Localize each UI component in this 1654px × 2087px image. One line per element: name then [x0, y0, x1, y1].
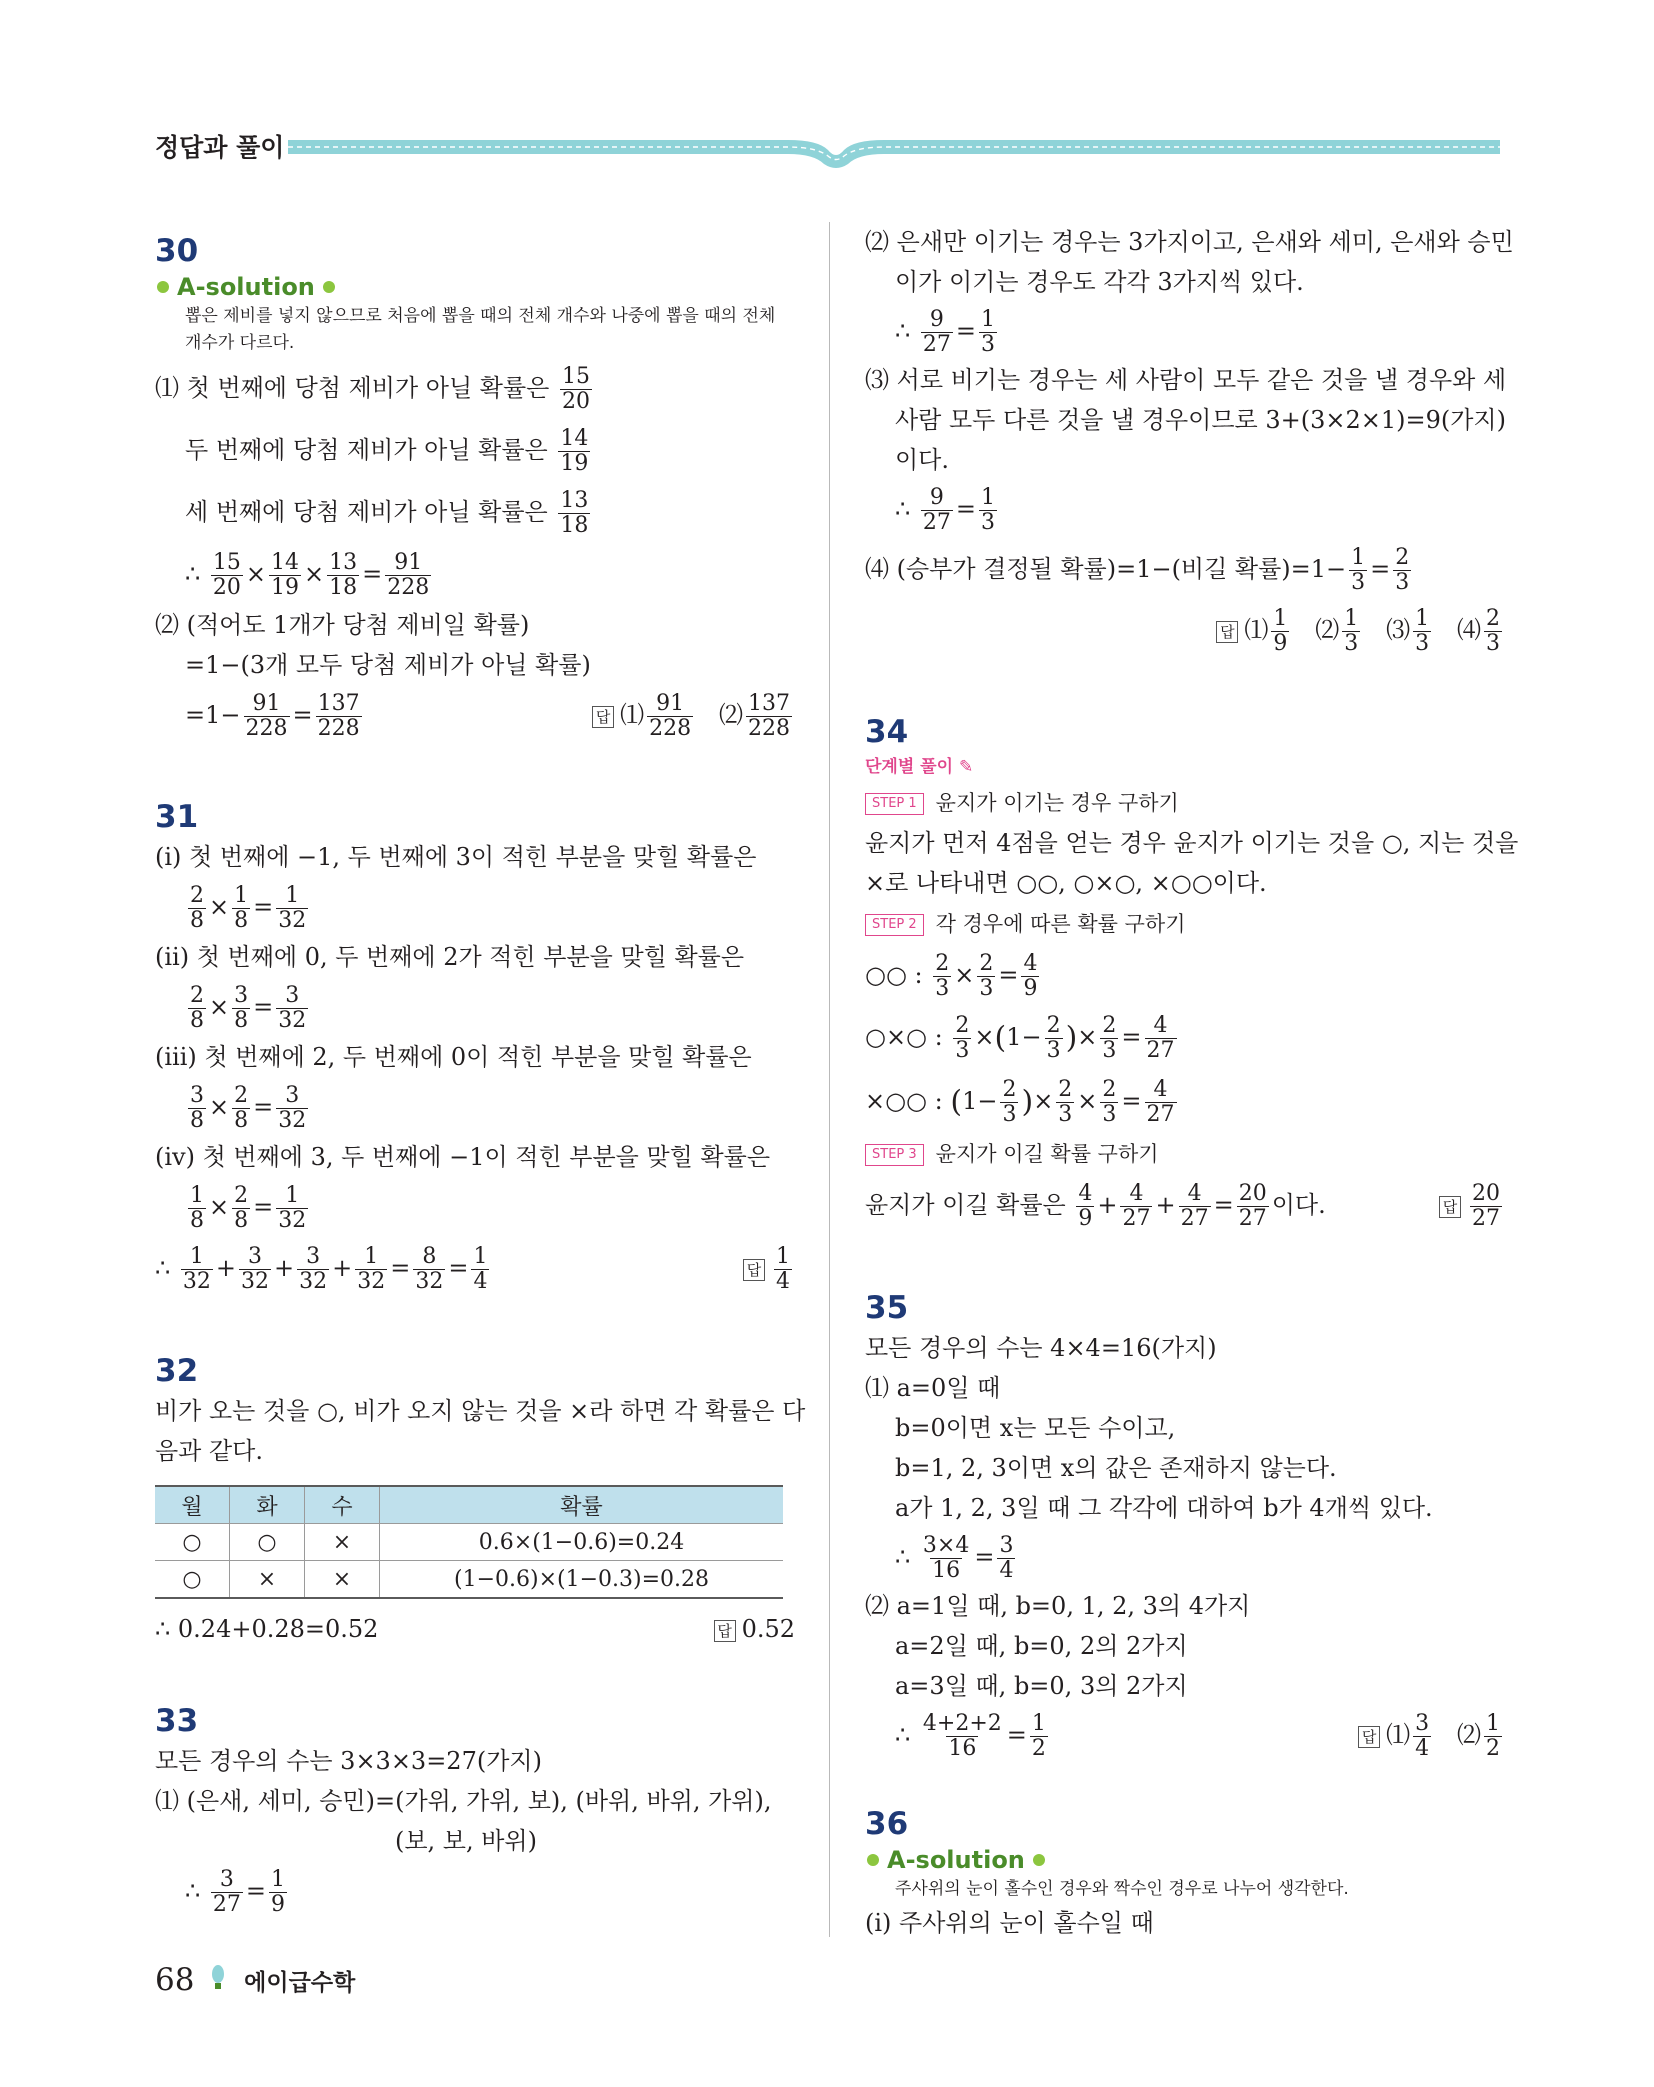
page-number: 68 [155, 1962, 195, 1998]
q35-line-8: a=2일 때, b=0, 2의 2가지 [895, 1632, 1188, 1660]
q33-calc-1: ∴ $\frac{3}{27}$ = $\frac{1}{9}$ [185, 1867, 286, 1917]
table-cell: ○ [230, 1524, 305, 1561]
answer-mark-icon: 답 [714, 1620, 736, 1642]
step-3-header: STEP 3 윤지가 이길 확률 구하기 [865, 1133, 1505, 1174]
q34-case-3: ×○○ : (1− $\frac{2}{3}$ )× $\frac{2}{3}$ × $\frac{2}{3}$ = $\frac{4}{27}$ [865, 1076, 1175, 1127]
q33-calc-2: ∴ $\frac{9}{27}$ = $\frac{1}{3}$ [895, 307, 996, 357]
q33-line-2: ⑴ (은새, 세미, 승민)=(가위, 가위, 보), (바위, 바위, 가위), [155, 1787, 772, 1815]
table-cell: × [305, 1561, 380, 1599]
q35-line-2: ⑴ a=0일 때 [865, 1374, 1001, 1402]
q35-line-5: a가 1, 2, 3일 때 그 각각에 대하여 b가 4개씩 있다. [895, 1494, 1433, 1522]
question-number-36: 36 [865, 1806, 909, 1842]
q35-line-7: ⑵ a=1일 때, b=0, 1, 2, 3의 4가지 [865, 1592, 1251, 1620]
q31-case-i: (ⅰ) 첫 번째에 −1, 두 번째에 3이 적힌 부분을 맞힐 확률은 [155, 843, 757, 871]
question-number-31: 31 [155, 799, 199, 835]
answer-mark-icon: 답 [1358, 1726, 1380, 1748]
q35-answer: 답 ⑴ $\frac{3}{4}$ ⑵ $\frac{1}{2}$ [1358, 1706, 1505, 1764]
bulb-icon [210, 1964, 226, 2000]
table-cell: ○ [155, 1561, 230, 1599]
q31-case-ii: (ⅱ) 첫 번째에 0, 두 번째에 2가 적힌 부분을 맞힐 확률은 [155, 943, 745, 971]
table-row [155, 1524, 783, 1561]
q35-line-4: b=1, 2, 3이면 x의 값은 존재하지 않는다. [895, 1454, 1337, 1482]
q36-line-1: (ⅰ) 주사위의 눈이 홀수일 때 [865, 1909, 1154, 1937]
q30-line-2: 두 번째에 당첨 제비가 아닐 확률은 $\frac{14}{19}$ [185, 426, 589, 476]
page-header-title: 정답과 풀이 [155, 133, 285, 162]
q34-case-1: ○○ : $\frac{2}{3}$ × $\frac{2}{3}$ = $\frac{4}{9}$ [865, 951, 1038, 1001]
left-column [155, 225, 806, 1921]
q33-answer-row [865, 600, 1505, 660]
question-number-30: 30 [155, 233, 199, 269]
q35-line-1: 모든 경우의 수는 4×4=16(가지) [865, 1334, 1217, 1362]
q33-answer: 답 ⑴ $\frac{1}{9}$ ⑵ $\frac{1}{3}$ ⑶ $\frac{1}{3}$ ⑷ $\frac{2}{3}$ [1216, 600, 1505, 660]
table-header: 확률 [380, 1486, 784, 1524]
table-header: 화 [230, 1486, 305, 1524]
q34-text-2: ×로 나타내면 ○○, ○×○, ×○○이다. [865, 869, 1267, 897]
q30-line-4: ∴ $\frac{15}{20}$ × $\frac{14}{19}$ × $\frac{13}{18}$ = $\frac{91}{228}$ [185, 550, 430, 600]
a-solution-label: A-solution [865, 1844, 1505, 1876]
header-decoration-band [288, 128, 1500, 168]
q30-line-5: ⑵ (적어도 1개가 당첨 제비일 확률) [155, 611, 530, 639]
q30-line-7: =1− $\frac{91}{228}$ = $\frac{137}{228}$ 답 ⑴ $\frac{91}{228}$ ⑵ $\frac{137}{228}$ [155, 685, 795, 745]
answer-mark-icon: 답 [1216, 621, 1238, 643]
question-number-32: 32 [155, 1353, 199, 1389]
a-solution-note: 주사위의 눈이 홀수인 경우와 짝수인 경우로 나누어 생각한다. [895, 1879, 1349, 1899]
q33-calc-3: ∴ $\frac{9}{27}$ = $\frac{1}{3}$ [895, 485, 996, 535]
q35-line-3: b=0이면 x는 모든 수이고, [895, 1414, 1176, 1442]
q31-calc-iv: $\frac{1}{8}$ × $\frac{2}{8}$ = $\frac{1}{32}$ [190, 1183, 307, 1233]
q33-line-3: (보, 보, 바위) [395, 1827, 537, 1855]
q31-answer: 답 $\frac{1}{4}$ [743, 1237, 795, 1299]
q34-case-2: ○×○ : $\frac{2}{3}$ ×(1− $\frac{2}{3}$ )× $\frac{2}{3}$ = $\frac{4}{27}$ [865, 1013, 1175, 1063]
answer-mark-icon: 답 [592, 706, 614, 728]
q33-line-r2: 이가 이기는 경우도 각각 3가지씩 있다. [895, 268, 1304, 296]
q33-line-r5: 이다. [895, 446, 949, 474]
q30-line-3: 세 번째에 당첨 제비가 아닐 확률은 $\frac{13}{18}$ [185, 488, 589, 538]
q31-calc-iii: $\frac{3}{8}$ × $\frac{2}{8}$ = $\frac{3}{32}$ [190, 1083, 307, 1133]
q30-line-6: =1−(3개 모두 당첨 제비가 아닐 확률) [185, 651, 591, 679]
q30-line-1: ⑴ 첫 번째에 당첨 제비가 아닐 확률은 $\frac{15}{20}$ [155, 364, 590, 414]
step-badge: STEP 3 [865, 1144, 924, 1166]
q30-answer: 답 ⑴ $\frac{91}{228}$ ⑵ $\frac{137}{228}$ [592, 685, 795, 745]
table-cell: (1−0.6)×(1−0.3)=0.28 [380, 1561, 784, 1599]
brand-logo: 에이급수학 [244, 1970, 356, 1996]
q35-calc-2: ∴ $\frac{4+2+2}{16}$ = $\frac{1}{2}$ 답 ⑴ $\frac{3}{4}$ ⑵ $\frac{1}{2}$ [865, 1706, 1505, 1764]
q32-text-1: 비가 오는 것을 ○, 비가 오지 않는 것을 ×라 하면 각 확률은 다 [155, 1397, 806, 1425]
answer-mark-icon: 답 [1439, 1196, 1461, 1218]
step-1-header: STEP 1 윤지가 이기는 경우 구하기 [865, 782, 1505, 823]
q31-case-iii: (ⅲ) 첫 번째에 2, 두 번째에 0이 적힌 부분을 맞힐 확률은 [155, 1043, 752, 1071]
q31-calc-ii: $\frac{2}{8}$ × $\frac{3}{8}$ = $\frac{3}{32}$ [190, 983, 307, 1033]
q33-line-r4: 사람 모두 다른 것을 낼 경우이므로 3+(3×2×1)=9(가지) [895, 406, 1506, 434]
q34-result: 윤지가 이길 확률은 $\frac{4}{9}$ + $\frac{4}{27}$ + $\frac{4}{27}$ = $\frac{20}{27}$ 이다. 답 $\frac{20}{27}$ [865, 1174, 1505, 1236]
a-solution-note: 뽑은 제비를 넣지 않으므로 처음에 뽑을 때의 전체 개수와 나중에 뽑을 때의 전체 개수가 다르다. [185, 306, 776, 353]
column-divider [829, 222, 830, 1937]
question-number-35: 35 [865, 1290, 909, 1326]
q31-calc-i: $\frac{2}{8}$ × $\frac{1}{8}$ = $\frac{1}{32}$ [190, 883, 307, 933]
q34-text-1: 윤지가 먼저 4점을 얻는 경우 윤지가 이기는 것을 ○, 지는 것을 [865, 829, 1519, 857]
q31-total: ∴ $\frac{1}{32}$ + $\frac{3}{32}$ + $\frac{3}{32}$ + $\frac{1}{32}$ = $\frac{8}{32}$ = $\frac{1}{4}$ 답 $\frac{1}{4}$ [155, 1237, 795, 1299]
table-cell: ○ [155, 1524, 230, 1561]
q34-answer: 답 $\frac{20}{27}$ [1439, 1174, 1505, 1236]
q32-result: ∴ 0.24+0.28=0.52 답 0.52 [155, 1609, 795, 1649]
a-solution-label: A-solution [155, 271, 795, 303]
table-cell: × [305, 1524, 380, 1561]
q31-case-iv: (ⅳ) 첫 번째에 3, 두 번째에 −1이 적힌 부분을 맞힐 확률은 [155, 1143, 771, 1171]
table-header: 수 [305, 1486, 380, 1524]
step-solution-label: 단계별 풀이 ✎ [865, 757, 974, 777]
q32-probability-table [155, 1485, 783, 1599]
q33-line-1: 모든 경우의 수는 3×3×3=27(가지) [155, 1747, 542, 1775]
q33-line-r6: ⑷ (승부가 결정될 확률)=1−(비길 확률)=1− $\frac{1}{3}$ = $\frac{2}{3}$ [865, 545, 1410, 595]
question-number-33: 33 [155, 1703, 199, 1739]
question-number-34: 34 [865, 714, 909, 750]
table-cell: 0.6×(1−0.6)=0.24 [380, 1524, 784, 1561]
pencil-icon: ✎ [958, 757, 974, 777]
q35-line-9: a=3일 때, b=0, 3의 2가지 [895, 1672, 1188, 1700]
right-column [865, 222, 1519, 1943]
q33-line-r1: ⑵ 은새만 이기는 경우는 3가지이고, 은새와 세미, 은새와 승민 [865, 228, 1514, 256]
step-badge: STEP 1 [865, 793, 924, 815]
page-footer [155, 1962, 355, 2000]
answer-mark-icon: 답 [743, 1259, 765, 1281]
table-cell: × [230, 1561, 305, 1599]
q35-calc-1: ∴ $\frac{3\times 4}{16}$ = $\frac{3}{4}$ [895, 1533, 1014, 1583]
q32-answer: 답 0.52 [714, 1609, 795, 1649]
step-badge: STEP 2 [865, 914, 924, 936]
table-header: 월 [155, 1486, 230, 1524]
q33-line-r3: ⑶ 서로 비기는 경우는 세 사람이 모두 같은 것을 낼 경우와 세 [865, 366, 1507, 394]
q32-text-2: 음과 같다. [155, 1437, 263, 1465]
step-2-header: STEP 2 각 경우에 따른 확률 구하기 [865, 903, 1505, 944]
table-row [155, 1561, 783, 1599]
